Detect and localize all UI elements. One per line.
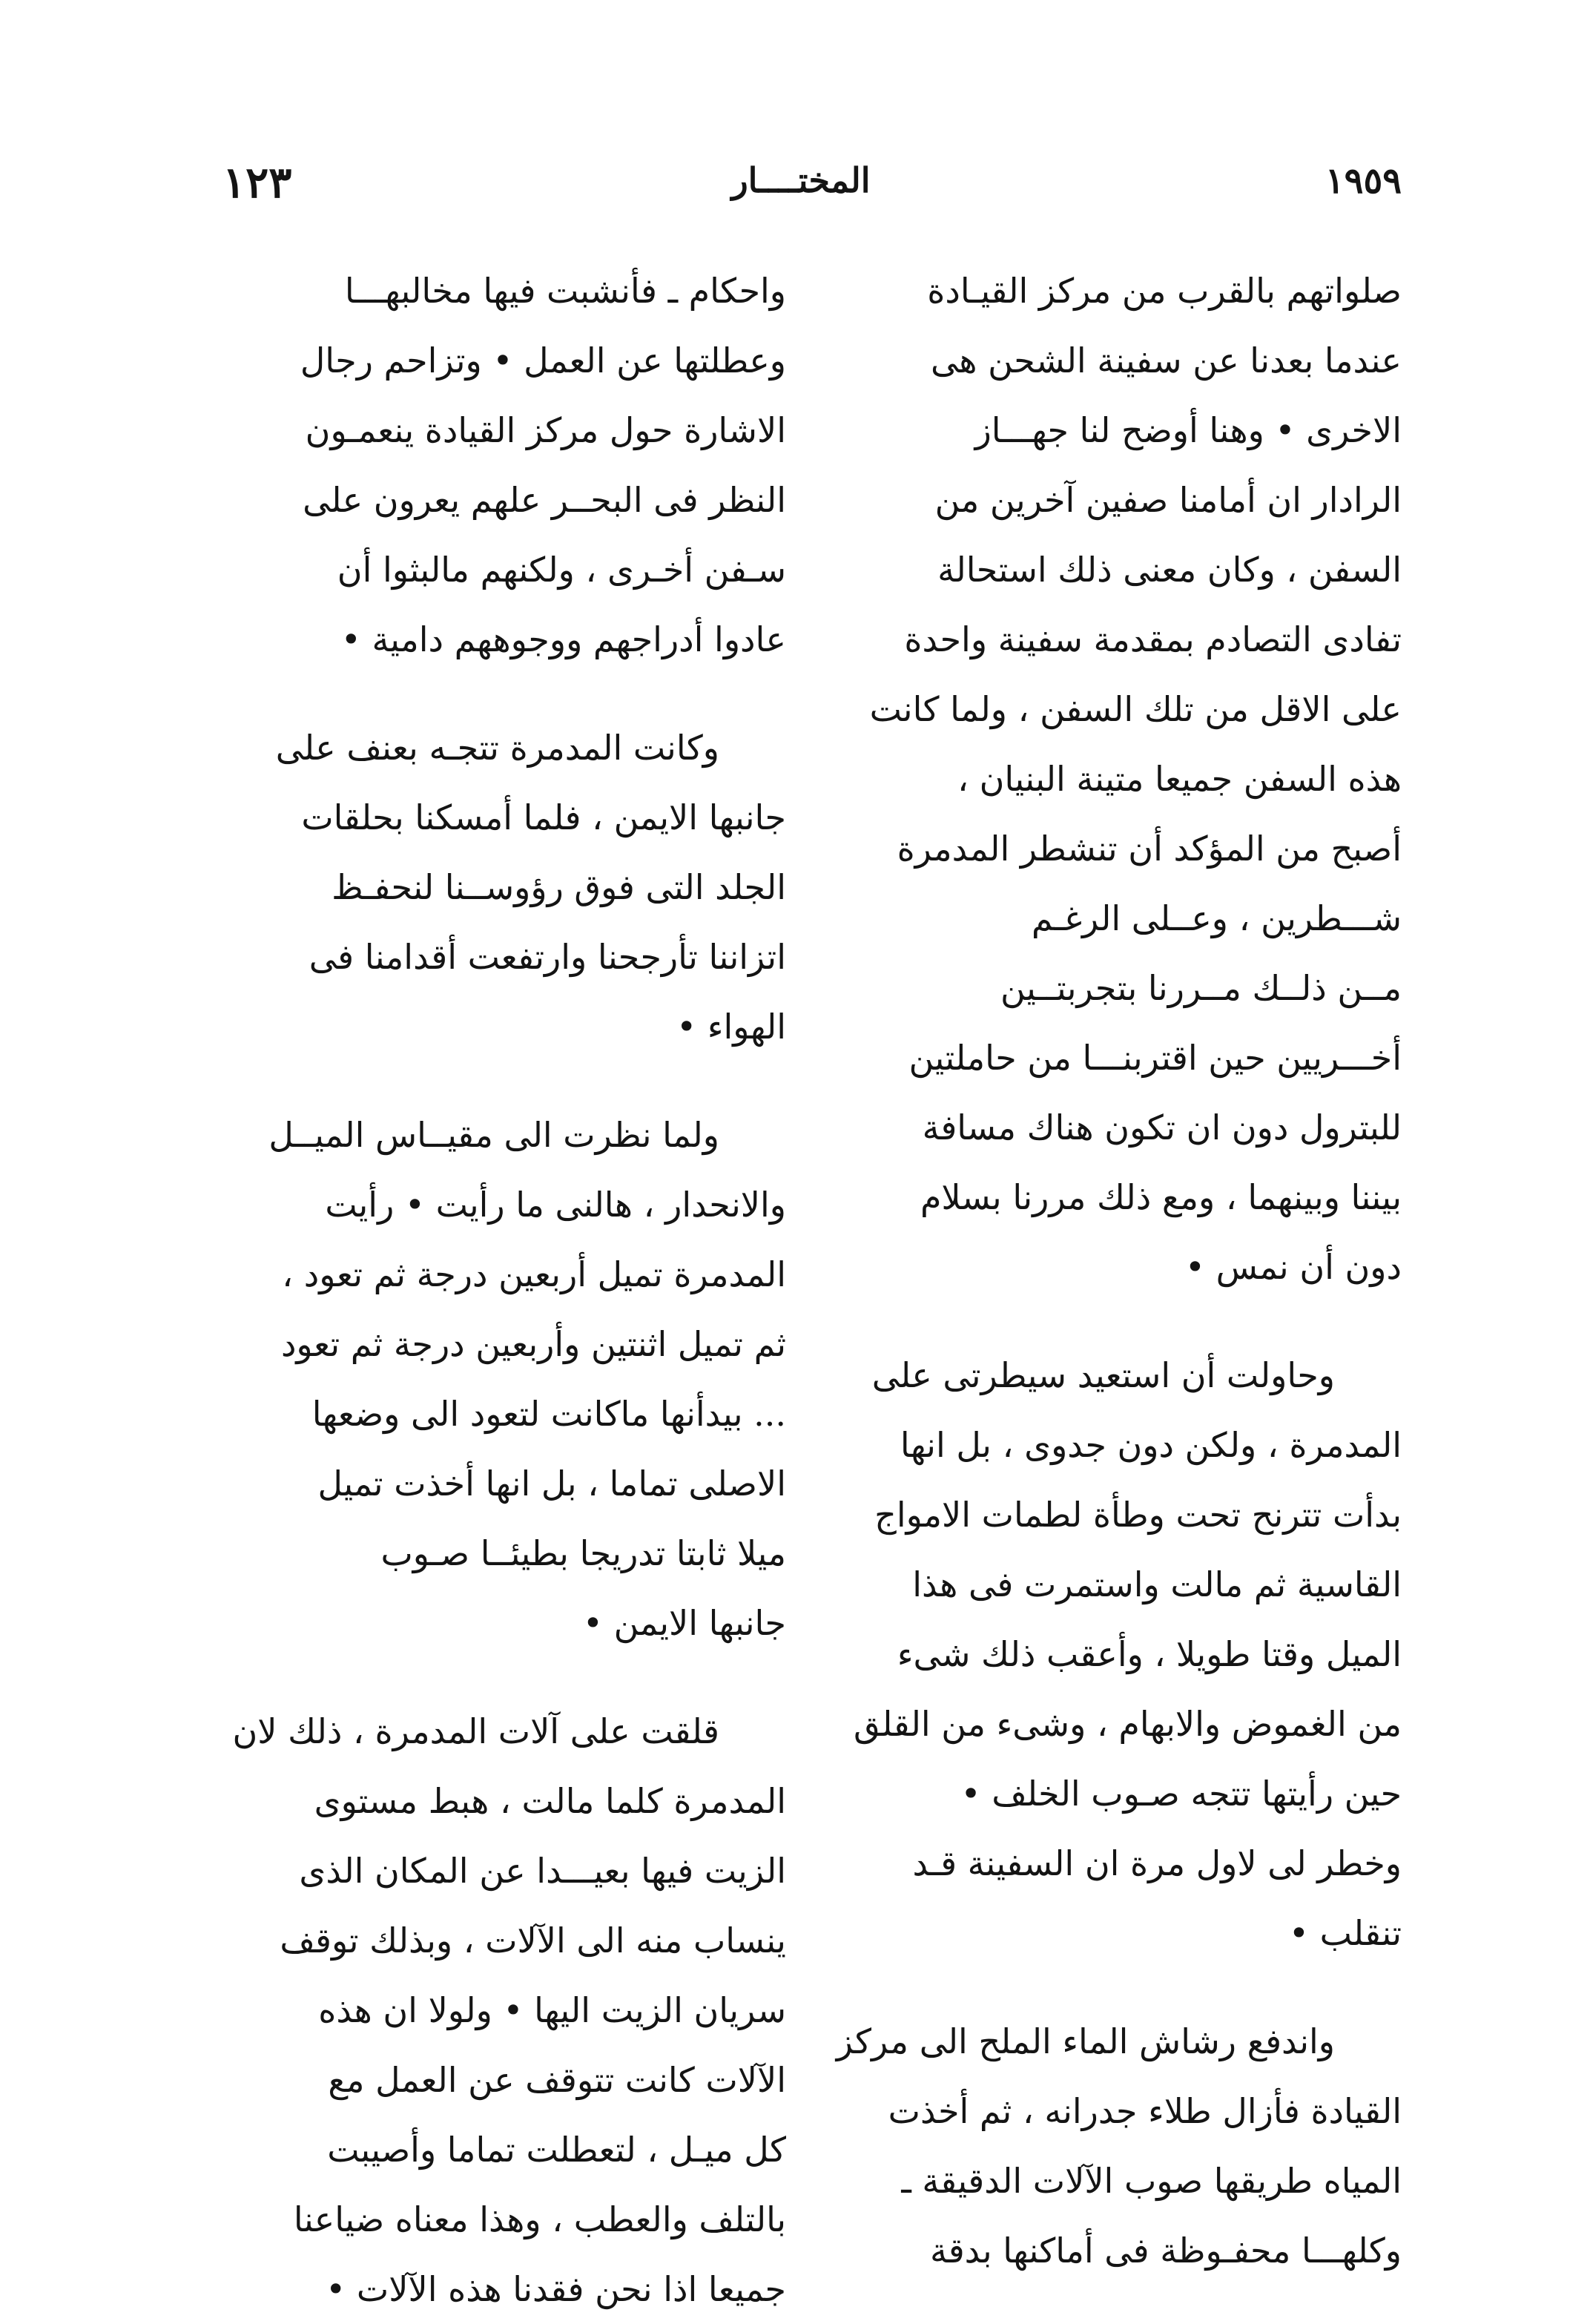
text-line: تنقلب • (1288, 1913, 1402, 1953)
page-header (200, 157, 1402, 209)
text-line: وعطلتها عن العمل • وتزاحم رجال (300, 340, 786, 381)
paragraph-gap (189, 674, 786, 713)
text-line: دون أن نمس • (1184, 1247, 1402, 1287)
text-line: المدمرة كلما مالت ، هبط مستوى (314, 1781, 786, 1821)
text-line: ... بيدأنها ماكانت لتعود الى وضعها (311, 1394, 786, 1434)
text-line: الميل وقتا طويلا ، وأعقب ذلك شىء (897, 1634, 1402, 1674)
running-title: المختــــار (731, 160, 871, 200)
paragraph-gap (189, 1061, 786, 1100)
text-line: المدمرة تميل أربعين درجة ثم تعود ، (282, 1254, 786, 1294)
text-line: السفن ، وكان معنى ذلك استحالة (937, 550, 1402, 590)
text-line: ولما نظرت الى مقيــاس الميــل (268, 1115, 719, 1155)
text-line: مــن ذلــك مــررنا بتجربتــين (1000, 968, 1402, 1008)
paragraph-gap (189, 1658, 786, 1696)
text-line: أخـــريين حين اقتربنـــا من حاملتين (908, 1038, 1402, 1078)
paragraph (805, 1340, 1402, 1968)
text-line: واحكام ـ فأنشبت فيها مخالبهـــا (344, 271, 786, 311)
text-line: بالتلف والعطب ، وهذا معناه ضياعنا (293, 2199, 786, 2239)
text-line: الزيت فيها بعيـــدا عن المكان الذى (299, 1851, 786, 1891)
text-line: اتزاننا تأرجحنا وارتفعت أقدامنا فى (309, 937, 786, 977)
text-line: ثم تميل اثنتين وأربعين درجة ثم تعود (280, 1324, 786, 1364)
text-line: من الغموض والابهام ، وشىء من القلق (854, 1704, 1402, 1744)
text-line: الآلات كانت تتوقف عن العمل مع (328, 2060, 786, 2100)
text-line: القاسية ثم مالت واستمرت فى هذا (912, 1564, 1402, 1604)
text-line: وكانت المدمرة تتجـه بعنف على (275, 728, 719, 768)
paragraph (189, 713, 786, 1061)
text-line: واندفع رشاش الماء الملح الى مركز (836, 2021, 1335, 2061)
text-line: عندما بعدنا عن سفينة الشحن هى (930, 340, 1402, 381)
paragraph (805, 2007, 1402, 2285)
text-line: وحاولت أن استعيد سيطرتى على (871, 1355, 1335, 1395)
text-line: الاخرى • وهنا أوضح لنا جهـــاز (974, 410, 1402, 450)
text-line: للبترول دون ان تكون هناك مسافة (922, 1107, 1402, 1148)
text-line: هذه السفن جميعا متينة البنيان ، (957, 759, 1402, 799)
text-line: بدأت تترنح تحت وطأة لطمات الامواج (874, 1495, 1402, 1535)
text-line: وكلهـــا محفـوظة فى أماكنها بدقة (930, 2231, 1402, 2271)
text-line: صلواتهم بالقرب من مركز القيـادة (927, 271, 1402, 311)
header-year: ١٩٥٩ (1325, 160, 1402, 202)
text-line: على الاقل من تلك السفن ، ولما كانت (869, 689, 1402, 729)
page-number: ١٢٣ (222, 157, 292, 208)
text-line: كل ميـل ، لتعطلت تماما وأصيبت (327, 2130, 786, 2170)
text-line: جانبها الايمن ، فلما أمسكنا بحلقات (301, 797, 786, 837)
text-line: تفادى التصادم بمقدمة سفينة واحدة (904, 619, 1402, 659)
text-line: المياه طريقها صوب الآلات الدقيقة ـ (901, 2161, 1402, 2201)
paragraph-gap (805, 1302, 1402, 1340)
text-line: الرادار ان أمامنا صفين آخرين من (934, 480, 1402, 520)
text-line: بيننا وبينهما ، ومع ذلك مررنا بسلام (920, 1177, 1402, 1217)
text-line: ينساب منه الى الآلات ، وبذلك توقف (280, 1920, 786, 1961)
text-line: القيادة فأزال طلاء جدرانه ، ثم أخذت (888, 2091, 1402, 2131)
text-line: وخطر لى لاول مرة ان السفينة قـد (912, 1843, 1402, 1883)
text-line: سريان الزيت اليها • ولولا ان هذه (318, 1990, 786, 2030)
text-line: سـفن أخـرى ، ولكنهم مالبثوا أن (337, 550, 786, 590)
text-line: ميلا ثابتا تدريجا بطيئــا صـوب (380, 1533, 786, 1573)
text-line: قلقت على آلات المدمرة ، ذلك لان (232, 1711, 719, 1751)
text-line: جميعا اذا نحن فقدنا هذه الآلات • (326, 2269, 786, 2309)
text-line: المدمرة ، ولكن دون جدوى ، بل انها (900, 1425, 1402, 1465)
text-line: النظر فى البحــر علهم يعرون على (303, 480, 786, 520)
paragraph (805, 256, 1402, 1302)
text-line: جانبها الايمن • (582, 1603, 786, 1643)
text-column-right (805, 256, 1402, 2285)
paragraph (189, 256, 786, 674)
text-line: عادوا أدراجهم ووجوههم دامية • (340, 619, 786, 659)
text-line: شـــطرين ، وعــلى الرغـم (1031, 898, 1402, 938)
text-line: الاصلى تماما ، بل انها أخذت تميل (317, 1464, 786, 1504)
text-line: الاشارة حول مركز القيادة ينعمـون (305, 410, 786, 450)
text-line: الجلد التى فوق رؤوســنا لنحفـظ (331, 867, 786, 907)
text-line: الهواء • (676, 1007, 786, 1047)
paragraph (189, 1696, 786, 2324)
text-line: أصبح من المؤكد أن تنشطر المدمرة (897, 829, 1402, 869)
text-line: حين رأيتها تتجه صـوب الخلف • (960, 1774, 1402, 1814)
text-column-left (189, 256, 786, 2324)
paragraph (189, 1100, 786, 1658)
text-line: والانحدار ، هالنى ما رأيت • رأيت (325, 1185, 786, 1225)
paragraph-gap (805, 1968, 1402, 2007)
